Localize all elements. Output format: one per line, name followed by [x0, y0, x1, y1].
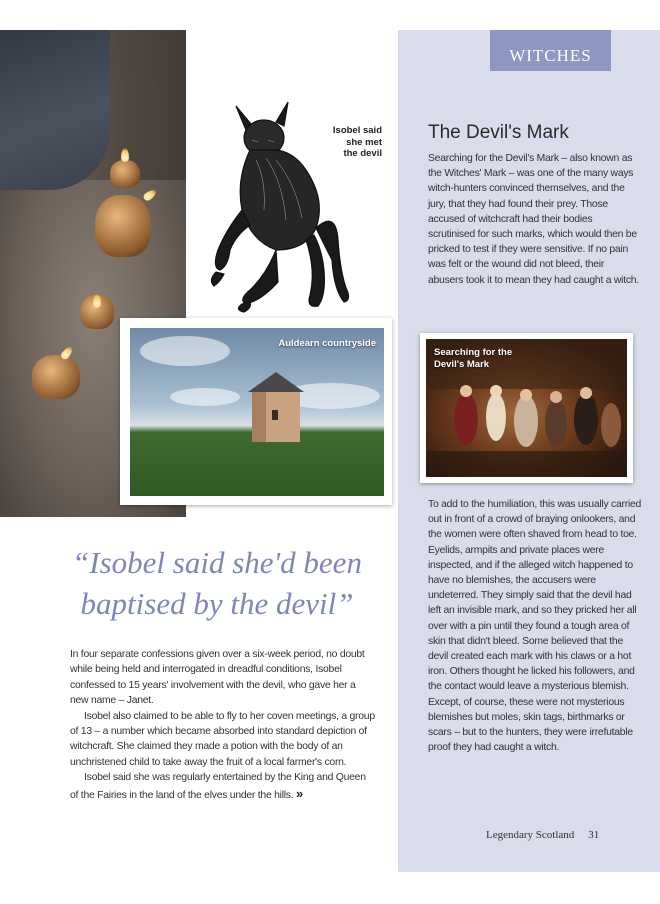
painting-caption: Searching for the Devil's Mark	[434, 347, 513, 370]
pull-quote: “Isobel said she'd been baptised by the devil”	[72, 545, 362, 621]
devils-mark-painting	[426, 339, 627, 477]
candle	[95, 195, 151, 257]
article-paragraph-1: Searching for the Devil's Mark – also known as the Witches' Mark – was one of the many ways witch-hunters convinced themselves, and the jury, that they had found their prey. Those accused of witchcraft had their bodies scrutinised for such marks, which would then be pricked to test if they were sensitive. If no pain was felt or the wound did not bleed, their abusers took it to mean they had caught a witch.	[428, 153, 639, 286]
auldearn-caption: Auldearn countryside	[278, 338, 376, 349]
page-number: 31	[588, 829, 600, 841]
left-paragraph-1: In four separate confessions given over a six-week period, no doubt while being held and interrogated in dreadful conditions, Isobel confessed to 15 years' involvement with the devil, who gave her a new name – Janet.	[70, 649, 365, 707]
page-footer	[486, 829, 599, 841]
dovecot-tower	[242, 370, 310, 444]
article-paragraph-2: To add to the humiliation, this was usually carried out in front of a crowd of braying onlookers, and the women were often shaved from head to toe. Eyelids, armpits and private places were inspected, and if the alleged witch happened to have no blemishes, the accusers were undeterred. They simply said that the devil had left an invisible mark, and so they pricked her all over with a pin until they found a tough area of skin that didn't bleed. Some believed that the devil created each mark with his claws or a hot iron. Others thought he licked his followers, and the contact would leave a mysterious blemish. Except, of course, these were not mysterious blemishes but moles, skin tags, birthmarks or scars – but to the hunters, they were irrefutable proof they had caught a witch.	[428, 499, 642, 754]
cloud	[140, 336, 230, 366]
auldearn-photo-frame	[120, 318, 392, 505]
section-tab: WITCHES	[490, 30, 611, 71]
continue-arrows-icon: »	[296, 785, 304, 801]
devil-caption: Isobel said she met the devil	[332, 125, 382, 159]
candle-flame	[121, 148, 129, 162]
left-column-text	[70, 647, 376, 803]
candle	[32, 355, 80, 399]
painting-frame	[420, 333, 633, 483]
dark-fabric	[0, 30, 110, 190]
cloud	[170, 388, 240, 406]
auldearn-photo	[130, 328, 384, 496]
candle-flame	[93, 294, 101, 308]
article-heading: The Devil's Mark	[428, 122, 569, 143]
left-paragraph-3: Isobel said she was regularly entertained by the King and Queen of the Fairies in the land of the elves under the hills.	[70, 772, 366, 801]
candle	[110, 160, 140, 188]
left-paragraph-2: Isobel also claimed to be able to fly to her coven meetings, a group of 13 – a number which became absorbed into standard depiction of witchcraft. She claimed they made a potion with the body of an unchristened child to take away the fruit of a local farmer's corn.	[70, 710, 375, 768]
publication-name: Legendary Scotland	[486, 829, 575, 841]
